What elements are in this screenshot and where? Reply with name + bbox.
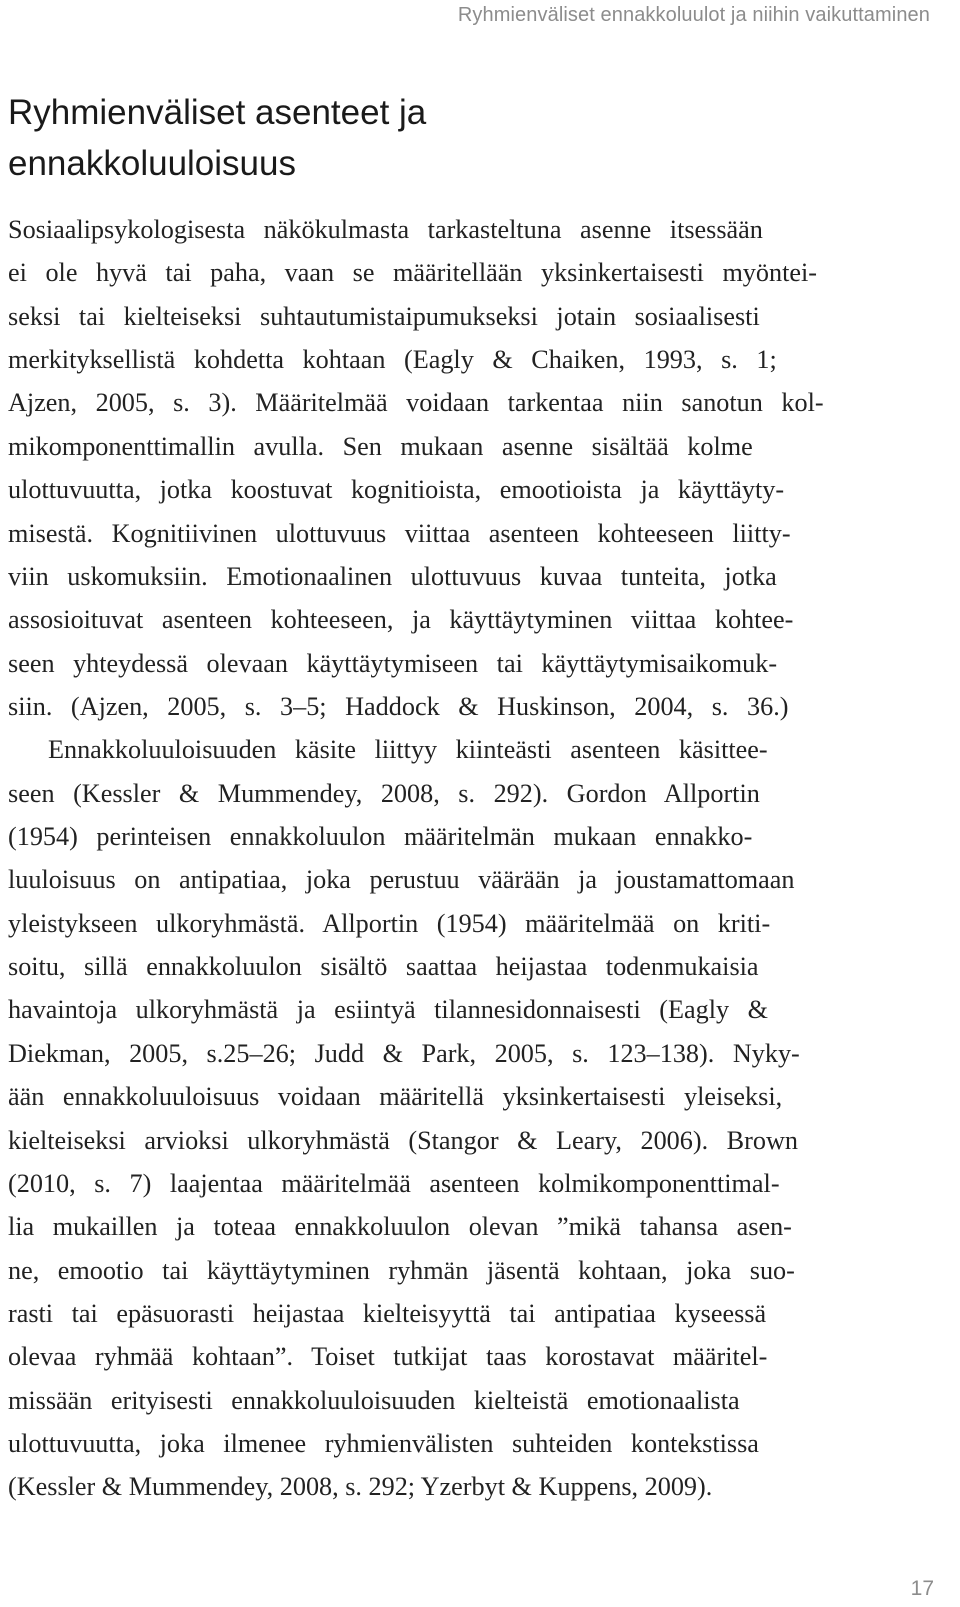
body-line: ulottuvuutta, joka ilmenee ryhmienvälisten suhteiden kontekstissa xyxy=(8,1429,759,1459)
body-line: (2010, s. 7) laajentaa määritelmää asenteen kolmikomponenttimal- xyxy=(8,1168,780,1198)
body-line: seen (Kessler & Mummendey, 2008, s. 292). Gordon Allportin xyxy=(8,778,760,808)
body-line: viin uskomuksiin. Emotionaalinen ulottuvuus kuvaa tunteita, jotka xyxy=(8,561,777,591)
body-line: ne, emootio tai käyttäytyminen ryhmän jäsentä kohtaan, joka suo- xyxy=(8,1255,795,1285)
body-line: Ajzen, 2005, s. 3). Määritelmää voidaan tarkentaa niin sanotun kol- xyxy=(8,388,824,418)
body-text xyxy=(8,208,844,1509)
body-line: soitu, sillä ennakkoluulon sisältö saattaa heijastaa todenmukaisia xyxy=(8,952,759,982)
body-line: seen yhteydessä olevaan käyttäytymiseen tai käyttäytymisaikomuk- xyxy=(8,648,778,678)
section-title-line: ennakkoluuloisuus xyxy=(8,144,296,183)
body-line: lia mukaillen ja toteaa ennakkoluulon olevan ”mikä tahansa asen- xyxy=(8,1212,792,1242)
body-line: (Kessler & Mummendey, 2008, s. 292; Yzerbyt & Kuppens, 2009). xyxy=(8,1472,713,1502)
body-line: misestä. Kognitiivinen ulottuvuus viittaa asenteen kohteeseen liitty- xyxy=(8,518,791,548)
body-line: ulottuvuutta, jotka koostuvat kognitioista, emootioista ja käyttäyty- xyxy=(8,475,785,505)
body-line: Ennakkoluuloisuuden käsite liittyy kiinteästi asenteen käsittee- xyxy=(48,735,768,765)
body-line: (1954) perinteisen ennakkoluulon määritelmän mukaan ennakko- xyxy=(8,822,753,852)
section-title xyxy=(8,87,426,189)
body-line: Sosiaalipsykologisesta näkökulmasta tarkasteltuna asenne itsessään xyxy=(8,215,763,244)
section-title-line: Ryhmienväliset asenteet ja xyxy=(8,93,427,132)
page-number: 17 xyxy=(910,1577,934,1600)
body-line: olevaa ryhmää kohtaan”. Toiset tutkijat taas korostavat määritel- xyxy=(8,1342,768,1372)
body-line: assosioituvat asenteen kohteeseen, ja käyttäytyminen viittaa kohtee- xyxy=(8,605,794,635)
body-line: seksi tai kielteiseksi suhtautumistaipumukseksi jotain sosiaalisesti xyxy=(8,301,760,331)
body-line: havaintoja ulkoryhmästä ja esiintyä tilannesidonnaisesti (Eagly & xyxy=(8,995,768,1025)
body-line: siin. (Ajzen, 2005, s. 3–5; Haddock & Huskinson, 2004, s. 36.) xyxy=(8,691,789,721)
body-line: luuloisuus on antipatiaa, joka perustuu väärään ja joustamattomaan xyxy=(8,865,795,895)
body-line: merkityksellistä kohdetta kohtaan (Eagly & Chaiken, 1993, s. 1; xyxy=(8,345,777,375)
body-line: kielteiseksi arvioksi ulkoryhmästä (Stangor & Leary, 2006). Brown xyxy=(8,1125,798,1155)
body-line: Diekman, 2005, s.25–26; Judd & Park, 2005, s. 123–138). Nyky- xyxy=(8,1038,800,1068)
body-line: ei ole hyvä tai paha, vaan se määritellään yksinkertaisesti myöntei- xyxy=(8,258,817,288)
body-line: mikomponenttimallin avulla. Sen mukaan asenne sisältää kolme xyxy=(8,431,753,461)
body-line: ään ennakkoluuloisuus voidaan määritellä yksinkertaisesti yleiseksi, xyxy=(8,1082,783,1112)
body-line: missään erityisesti ennakkoluuloisuuden kielteistä emotionaalista xyxy=(8,1385,740,1415)
body-line: yleistykseen ulkoryhmästä. Allportin (1954) määritelmää on kriti- xyxy=(8,908,771,938)
running-header: Ryhmienväliset ennakkoluulot ja niihin vaikuttaminen xyxy=(457,4,930,26)
body-line: rasti tai epäsuorasti heijastaa kielteisyyttä tai antipatiaa kyseessä xyxy=(8,1298,767,1328)
